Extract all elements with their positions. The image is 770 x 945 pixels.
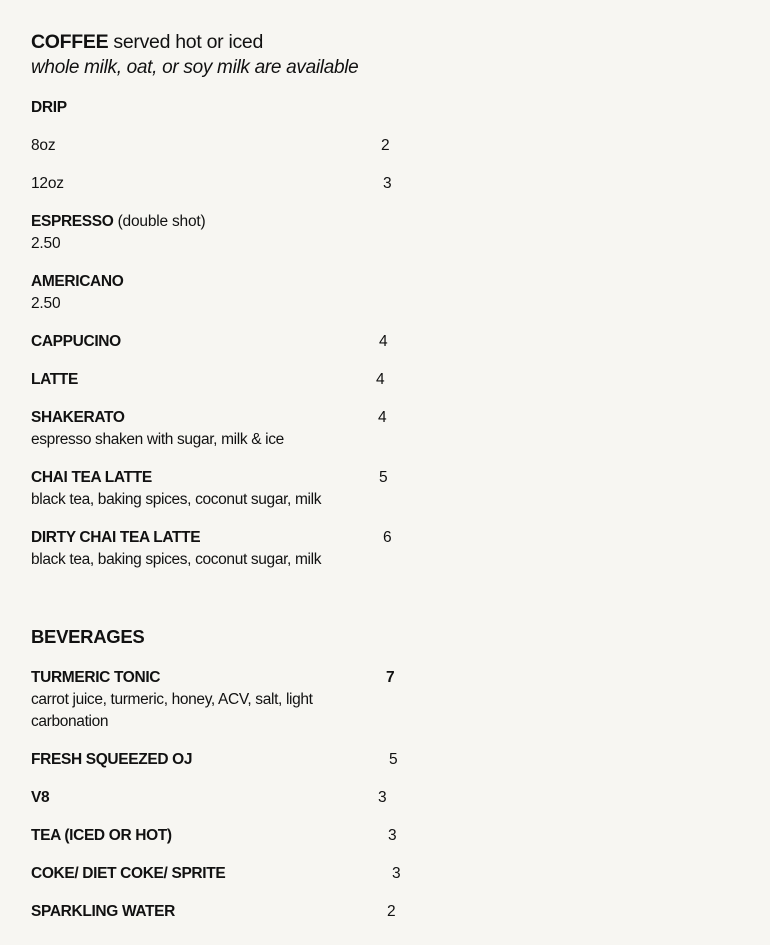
menu-item-name: V8 — [31, 789, 50, 806]
item-note: (double shot) — [113, 213, 206, 230]
menu-item-name: SPARKLING WATER — [31, 903, 176, 920]
menu-item-price: 6 — [383, 529, 392, 546]
menu-item-name: CHAI TEA LATTE — [31, 469, 152, 486]
menu-item-price: 4 — [379, 333, 388, 350]
menu-subtitle: whole milk, oat, or soy milk are available — [31, 57, 359, 78]
menu-title — [31, 30, 263, 54]
menu-item-name: CAPPUCINO — [31, 333, 121, 350]
menu-item-name: TEA (ICED OR HOT) — [31, 827, 172, 844]
menu-item-price: 2.50 — [31, 235, 61, 252]
menu-item-name: TURMERIC TONIC — [31, 669, 161, 686]
menu-title-rest: served hot or iced — [108, 31, 264, 53]
menu-item-price: 2.50 — [31, 295, 61, 312]
menu-item-price: 4 — [376, 371, 385, 388]
menu-item-name: FRESH SQUEEZED OJ — [31, 751, 193, 768]
menu-item-name: AMERICANO — [31, 273, 124, 290]
menu-item-price: 7 — [386, 669, 395, 686]
drip-size-label: 12oz — [31, 175, 64, 192]
menu-item-name: SHAKERATO — [31, 409, 125, 426]
drip-size-label: 8oz — [31, 137, 56, 154]
drip-size-price: 2 — [381, 137, 390, 154]
menu-item-price: 5 — [389, 751, 398, 768]
menu-title-bold: COFFEE — [31, 31, 109, 53]
menu-item-description: carrot juice, turmeric, honey, ACV, salt, light carbonation — [31, 691, 313, 730]
menu-item-name: LATTE — [31, 371, 79, 388]
menu-item-description: black tea, baking spices, coconut sugar, milk — [31, 491, 322, 508]
drip-heading: DRIP — [31, 99, 67, 116]
menu-item-price: 3 — [392, 865, 401, 882]
menu-item-price: 5 — [379, 469, 388, 486]
menu-item-description: black tea, baking spices, coconut sugar, milk — [31, 551, 322, 568]
menu-item-price: 4 — [378, 409, 387, 426]
item-name-text: ESPRESSO — [31, 213, 114, 230]
menu-item-name — [31, 212, 205, 232]
menu-item-price: 2 — [387, 903, 396, 920]
menu-item-price: 3 — [388, 827, 397, 844]
menu-item-description: espresso shaken with sugar, milk & ice — [31, 431, 284, 448]
menu-item-price: 3 — [378, 789, 387, 806]
drip-size-price: 3 — [383, 175, 392, 192]
menu-item-name: COKE/ DIET COKE/ SPRITE — [31, 865, 226, 882]
menu-item-name: DIRTY CHAI TEA LATTE — [31, 529, 201, 546]
beverages-heading: BEVERAGES — [31, 626, 145, 647]
